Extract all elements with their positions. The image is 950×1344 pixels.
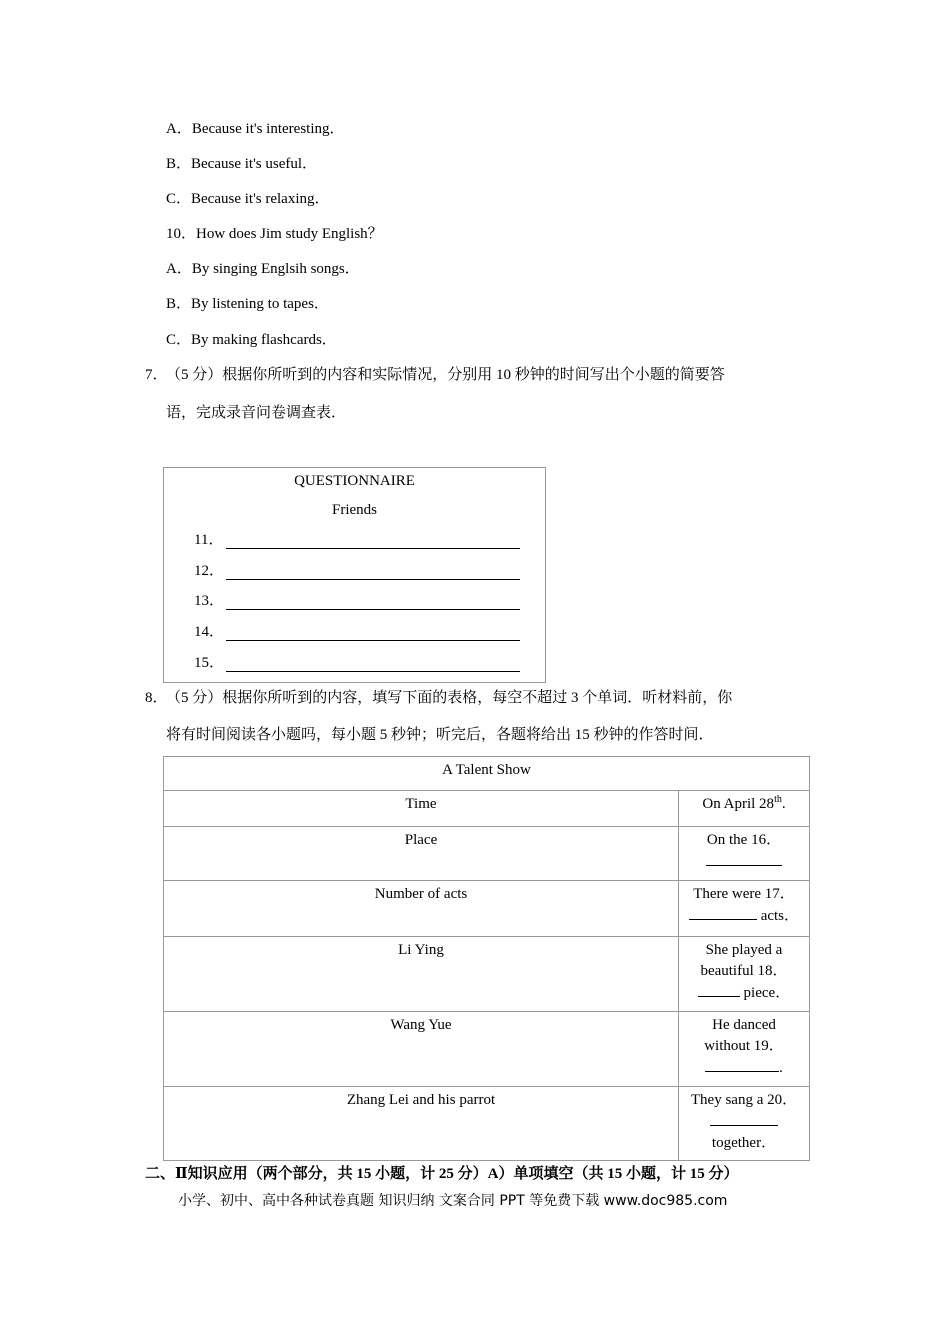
answer-blank-16[interactable]: [706, 851, 782, 866]
q8-number: 8．: [145, 690, 168, 706]
row-label-place: Place: [164, 827, 679, 881]
q8-instruction-line1: （5 分）根据你所听到的内容，填写下面的表格，每空不超过 3 个单词．听材料前，你: [166, 690, 733, 706]
row-value-acts: There were 17． acts．: [679, 881, 810, 937]
q9-option-a: A．Because it's interesting．: [166, 121, 345, 137]
table-row: [164, 1087, 810, 1161]
row-value-zhang-lei: They sang a 20． together．: [679, 1087, 810, 1161]
q9-option-c: C．Because it's relaxing．: [166, 191, 330, 207]
answer-blank-15[interactable]: [226, 671, 520, 672]
questionnaire-item-13: 13．: [194, 593, 225, 609]
row-value-time: On April 28th.: [679, 791, 810, 827]
table-row: [164, 1012, 810, 1087]
row-label-zhang-lei: Zhang Lei and his parrot: [164, 1087, 679, 1161]
questionnaire-item-15: 15．: [194, 655, 225, 671]
table-row: [164, 881, 810, 937]
answer-blank-18[interactable]: [698, 982, 740, 997]
talent-table-title: A Talent Show: [164, 757, 810, 791]
questionnaire-title: QUESTIONNAIRE: [294, 473, 415, 489]
table-row: [164, 791, 810, 827]
row-label-wang-yue: Wang Yue: [164, 1012, 679, 1087]
answer-blank-20[interactable]: [710, 1111, 778, 1126]
table-row: [164, 827, 810, 881]
answer-blank-13[interactable]: [226, 609, 520, 610]
q7-instruction-line2: 语，完成录音问卷调查表．: [166, 405, 347, 421]
q7-instruction-line1: （5 分）根据你所听到的内容和实际情况，分别用 10 秒钟的时间写出个小题的简要答: [166, 367, 725, 383]
answer-blank-19[interactable]: [705, 1057, 779, 1072]
answer-blank-17[interactable]: [689, 905, 757, 920]
row-label-li-ying: Li Ying: [164, 937, 679, 1012]
q7-number: 7．: [145, 367, 168, 383]
questionnaire-subtitle: Friends: [332, 502, 377, 518]
answer-blank-14[interactable]: [226, 640, 520, 641]
questionnaire-item-14: 14．: [194, 624, 225, 640]
q10-option-c: C．By making flashcards．: [166, 332, 337, 348]
row-value-li-ying: She played a beautiful 18． piece．: [679, 937, 810, 1012]
row-value-wang-yue: He danced without 19． .: [679, 1012, 810, 1087]
q10-option-a: A．By singing Englsih songs．: [166, 261, 360, 277]
questionnaire-item-12: 12．: [194, 563, 225, 579]
questionnaire-item-11: 11．: [194, 532, 224, 548]
section-heading: 二、Ⅱ知识应用（两个部分，共 15 小题，计 25 分）A）单项填空（共 15 小题，计 15 分）: [145, 1166, 739, 1182]
answer-blank-12[interactable]: [226, 579, 520, 580]
q10-option-b: B．By listening to tapes．: [166, 296, 329, 312]
q10-question: 10．How does Jim study English？: [166, 226, 383, 242]
table-row: [164, 937, 810, 1012]
q9-option-b: B．Because it's useful．: [166, 156, 318, 172]
page-footer: 小学、初中、高中各种试卷真题 知识归纳 文案合同 PPT 等免费下载 www.doc985.com: [178, 1193, 728, 1209]
questionnaire-box: [163, 467, 546, 683]
talent-show-table: [163, 756, 810, 1161]
row-value-place: On the 16．: [679, 827, 810, 881]
answer-blank-11[interactable]: [226, 548, 520, 549]
row-label-time: Time: [164, 791, 679, 827]
q8-instruction-line2: 将有时间阅读各小题吗，每小题 5 秒钟；听完后，各题将给出 15 秒钟的作答时间．: [166, 727, 714, 743]
row-label-acts: Number of acts: [164, 881, 679, 937]
